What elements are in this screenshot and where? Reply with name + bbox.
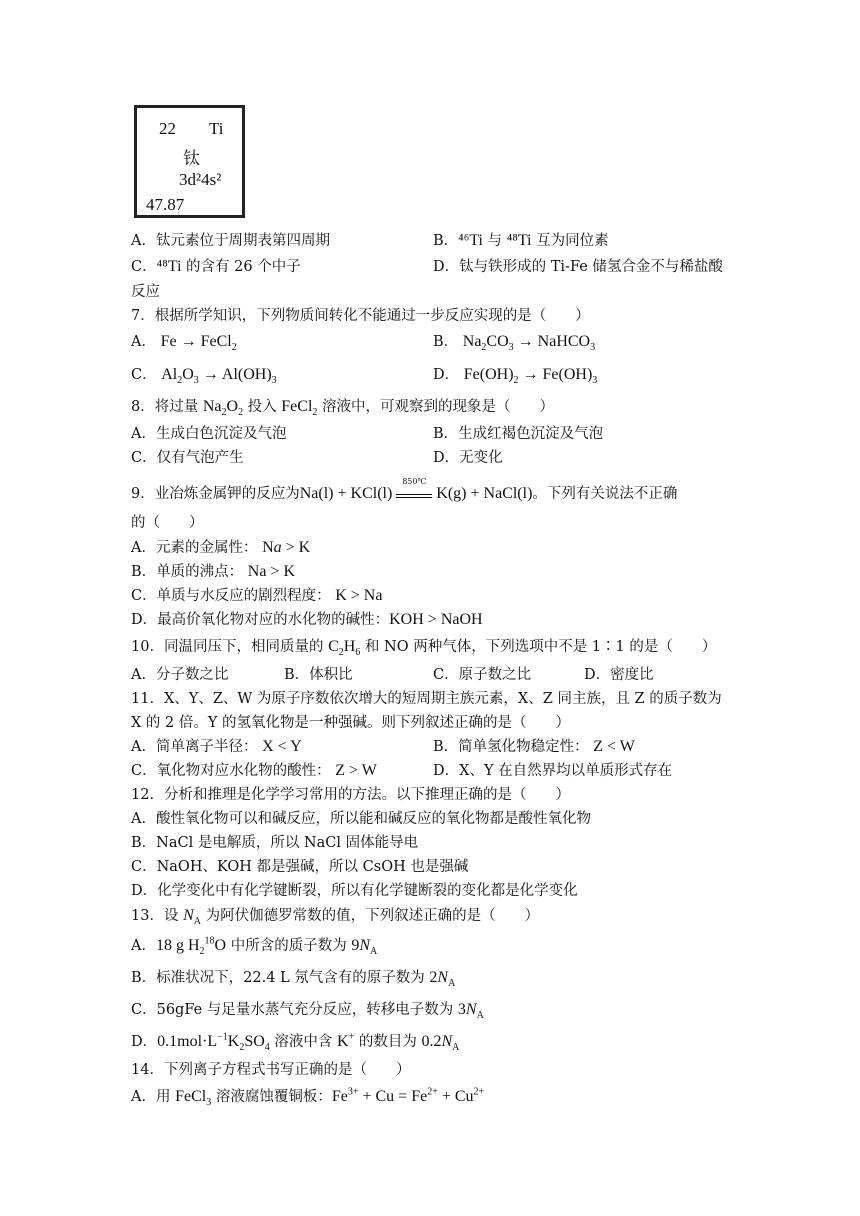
q9-option-c: C．单质与水反应的剧烈程度： K > Na <box>131 587 383 604</box>
q13-stem: 13．设 $N_A$ 为阿伏伽德罗常数的值，下列叙述正确的是（ ） <box>131 907 540 928</box>
q10-option-a: A．分子数之比 <box>131 667 229 683</box>
q10-stem: 10．同温同压下，相同质量的 $C_2H_6$ 和 NO 两种气体，下列选项中不是 1∶1 的是（ ） <box>131 638 717 659</box>
q6-option-a: A．钛元素位于周期表第四周期 <box>131 233 330 249</box>
q14-option-a: A．用 FeCl$_3$ 溶液腐蚀覆铜板：$Fe^{3+} + Cu = Fe^{2+} + Cu^{2+}$ <box>131 1086 485 1109</box>
q13-option-b: B．标准状况下，22.4 L 氖气含有的原子数为 $2N_A$ <box>131 969 456 990</box>
q12-option-b: B．NaCl 是电解质，所以 NaCl 固体能导电 <box>131 835 419 851</box>
q8-option-d: D．无变化 <box>433 450 503 466</box>
q10-option-c: C．原子数之比 <box>433 667 532 683</box>
q11-option-d: D．X、Y 在自然界均以单质形式存在 <box>433 763 673 779</box>
q7-option-b: B． $Na_2CO_3$ → NaHCO$_3$ <box>433 333 596 354</box>
q9-stem-cont: 的（ ） <box>131 515 204 531</box>
q11-option-a: A．简单离子半径： X < Y <box>131 738 302 755</box>
atomic-mass: 47.87 <box>146 195 185 214</box>
q12-option-c: C．NaOH、KOH 都是强碱，所以 CsOH 也是强碱 <box>131 859 469 875</box>
q11-stem-line1: 11．X、Y、Z、W 为原子序数依次增大的短周期主族元素，X、Z 同主族，且 Z 的质子数为 <box>131 691 722 707</box>
q11-option-c: C．氧化物对应水化物的酸性： Z > W <box>131 762 377 779</box>
q12-option-d: D．化学变化中有化学键断裂，所以有化学键断裂的变化都是化学变化 <box>131 883 578 899</box>
q9-option-b: B．单质的沸点： Na > K <box>131 563 295 580</box>
q6-option-c: C．⁴⁸Ti 的含有 26 个中子 <box>131 258 301 275</box>
q10-option-b: B．体积比 <box>284 667 353 683</box>
q11-stem-line2: X 的 2 倍。Y 的氢氧化物是一种强碱。则下列叙述正确的是（ ） <box>131 715 571 731</box>
q13-option-c: C．56gFe 与足量水蒸气充分反应，转移电子数为 $3N_A$ <box>131 1001 484 1022</box>
q6-option-d-cont: 反应 <box>131 284 160 300</box>
q10-option-d: D．密度比 <box>584 667 654 683</box>
element-name: 钛 <box>183 149 200 169</box>
q7-option-d: D． $Fe(OH)_2 \to Fe(OH)_3$ <box>433 366 598 387</box>
electron-config: 3d²4s² <box>179 170 222 189</box>
q9-option-d: D．最高价氧化物对应的水化物的碱性：KOH > NaOH <box>131 611 483 628</box>
atomic-number: 22 <box>159 119 176 138</box>
q7-option-a: A． Fe → FeCl$_2$ <box>131 333 237 354</box>
q7-stem: 7．根据所学知识，下列物质间转化不能通过一步反应实现的是（ ） <box>131 308 590 324</box>
q13-option-d: D．$0.1mol\cdot L^{-1}K_2SO_4$ 溶液中含 K+ 的数目为 $0.2N_A$ <box>131 1031 460 1054</box>
q8-option-c: C．仅有气泡产生 <box>131 450 244 466</box>
q12-stem: 12．分析和推理是化学学习常用的方法。以下推理正确的是（ ） <box>131 787 570 803</box>
q12-option-a: A．酸性氧化物可以和碱反应，所以能和碱反应的氧化物都是酸性氧化物 <box>131 811 591 827</box>
q8-option-b: B．生成红褐色沉淀及气泡 <box>433 426 604 442</box>
q9-option-a: A．元素的金属性： Na > K <box>131 539 311 556</box>
q6-option-d: D．钛与铁形成的 Ti-Fe 储氢合金不与稀盐酸 <box>433 259 723 275</box>
element-symbol: Ti <box>209 119 224 138</box>
titanium-element-box <box>134 105 245 218</box>
q9-stem: 9．业冶炼金属钾的反应为Na(l) + KCl(l) 850℃ K(g) + NaCl(l)。下列有关说法不正确 <box>131 477 678 502</box>
q14-stem: 14．下列离子方程式书写正确的是（ ） <box>131 1062 411 1078</box>
q8-stem: 8．将过量 $Na_2O_2$ 投入 FeCl$_2$ 溶液中，可观察到的现象是（ ） <box>131 398 555 419</box>
q6-option-b: B．⁴⁶Ti 与 ⁴⁸Ti 互为同位素 <box>433 232 609 249</box>
q13-option-a: A．18 g $H_2^{18}O$ 中所含的质子数为 $9N_A$ <box>131 935 378 958</box>
q7-option-c: C． $Al_2O_3 \to Al(OH)_3$ <box>131 366 277 387</box>
q11-option-b: B．简单氢化物稳定性： Z < W <box>433 738 635 755</box>
q8-option-a: A．生成白色沉淀及气泡 <box>131 426 287 442</box>
equilibrium-sign: 850℃ <box>396 486 432 498</box>
